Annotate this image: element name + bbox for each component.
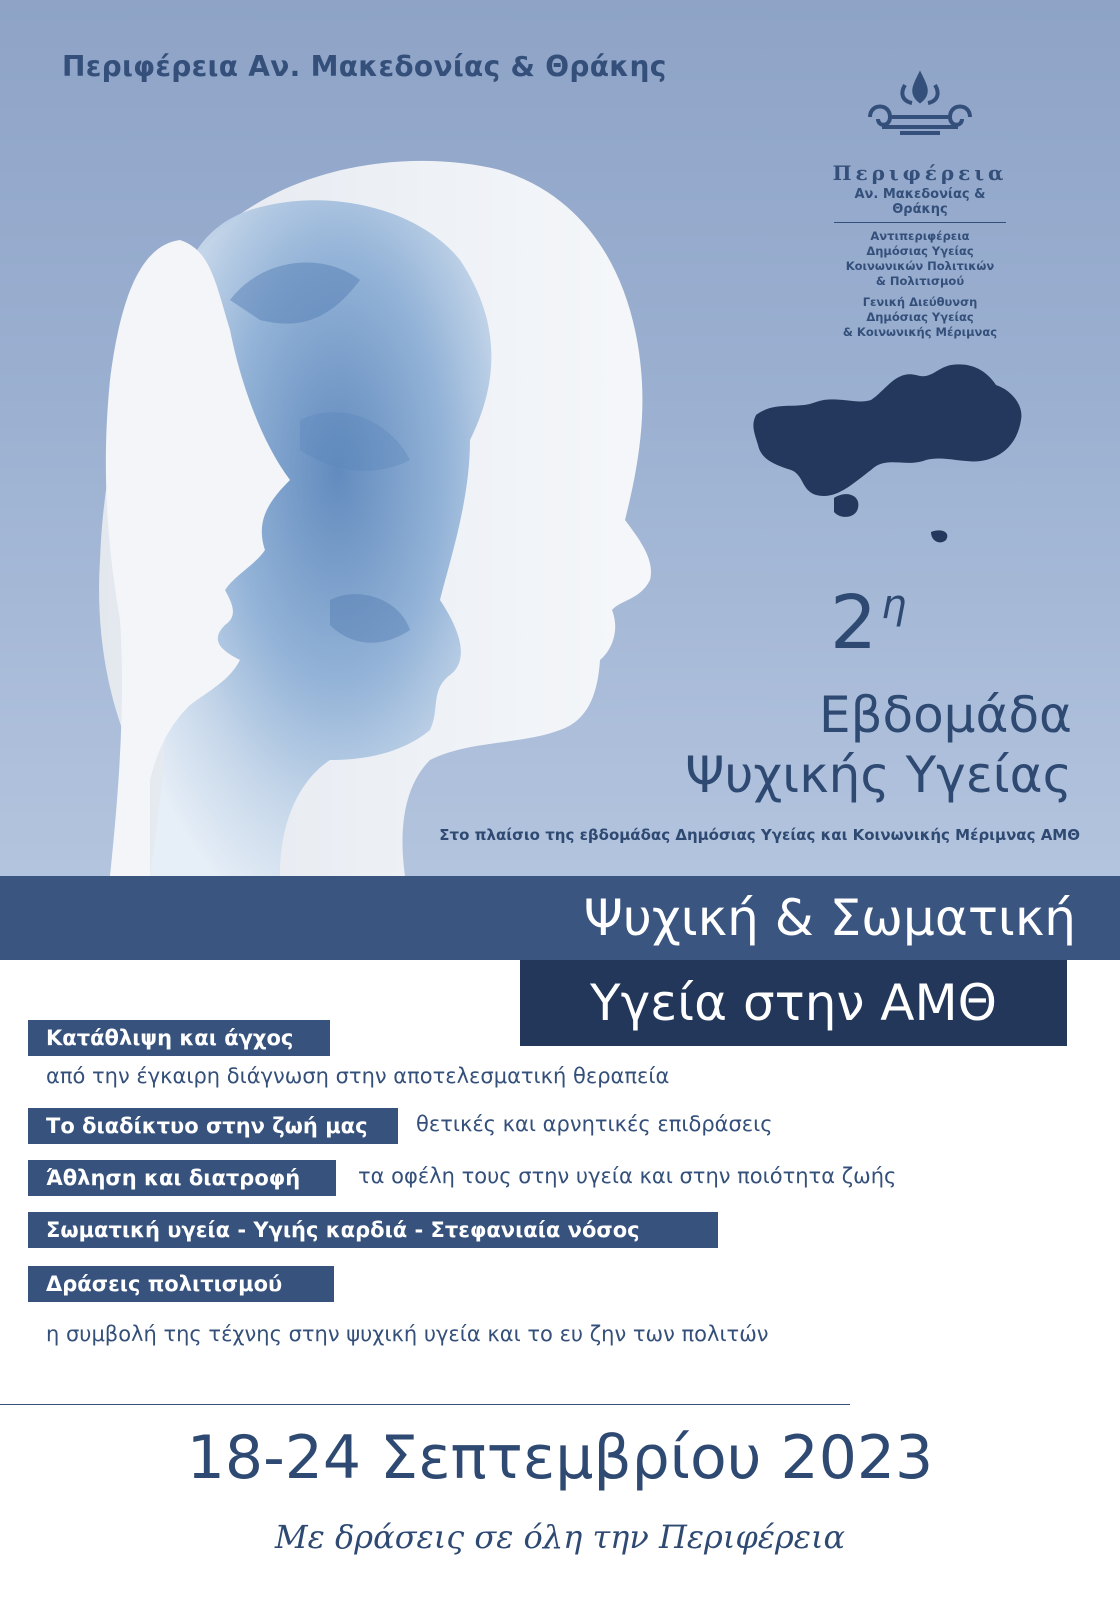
topic-desc-exercise: τα οφέλη τους στην υγεία και στην ποιότητα ζωής (358, 1164, 897, 1188)
logo-subtitle: Αν. Μακεδονίας & Θράκης (834, 187, 1006, 223)
slogan: Με δράσεις σε όλη την Περιφέρεια (274, 1518, 846, 1556)
department-line: & Πολιτισμού (875, 274, 965, 288)
logo-name: Περιφέρεια (832, 161, 1008, 185)
department-block (820, 229, 1020, 289)
divider (0, 1404, 850, 1405)
ionic-capital-emblem-icon (860, 55, 980, 155)
event-title-line2: Ψυχικής Υγείας (685, 746, 1072, 804)
department-line: Κοινωνικών Πολιτικών (845, 259, 995, 273)
directorate-line: Γενική Διεύθυνση (862, 295, 978, 309)
directorate-line: & Κοινωνικής Μέριμνας (842, 325, 998, 339)
directorate-block (820, 295, 1020, 340)
region-logo (820, 55, 1020, 340)
region-map-icon (746, 360, 1046, 550)
topic-desc-depression: από την έγκαιρη διάγνωση στην αποτελεσματική θεραπεία (46, 1064, 670, 1088)
event-dates: 18-24 Σεπτεμβρίου 2023 (186, 1423, 934, 1493)
event-title-line1: Εβδομάδα (818, 686, 1072, 744)
ordinal-suffix: η (881, 582, 907, 628)
topic-desc-culture: η συμβολή της τέχνης στην ψυχική υγεία και το ευ ζην των πολιτών (46, 1322, 769, 1346)
department-line: Αντιπεριφέρεια (870, 229, 970, 243)
topic-tag-depression: Κατάθλιψη και άγχος (28, 1020, 330, 1056)
topic-tag-exercise: Άθληση και διατροφή (28, 1160, 336, 1196)
topic-desc-internet: θετικές και αρνητικές επιδράσεις (416, 1112, 773, 1136)
topic-tag-internet: Το διαδίκτυο στην ζωή μας (28, 1108, 398, 1144)
edition-number-value: 2 (830, 580, 878, 666)
topic-tag-culture: Δράσεις πολιτισμού (28, 1266, 334, 1302)
region-title: Περιφέρεια Αν. Μακεδονίας & Θράκης (62, 50, 667, 83)
event-title (685, 685, 1072, 805)
theme-band-line1: Ψυχική & Σωματική (0, 876, 1120, 960)
topic-tag-physical-health: Σωματική υγεία - Υγιής καρδιά - Στεφανιαία νόσος (28, 1212, 718, 1248)
edition-number (830, 580, 907, 666)
event-context: Στο πλαίσιο της εβδομάδας Δημόσιας Υγείας και Κοινωνικής Μέριμνας ΑΜΘ (439, 826, 1080, 844)
department-line: Δημόσιας Υγείας (866, 244, 974, 258)
directorate-line: Δημόσιας Υγείας (866, 310, 974, 324)
theme-band-line2: Υγεία στην ΑΜΘ (520, 960, 1067, 1046)
